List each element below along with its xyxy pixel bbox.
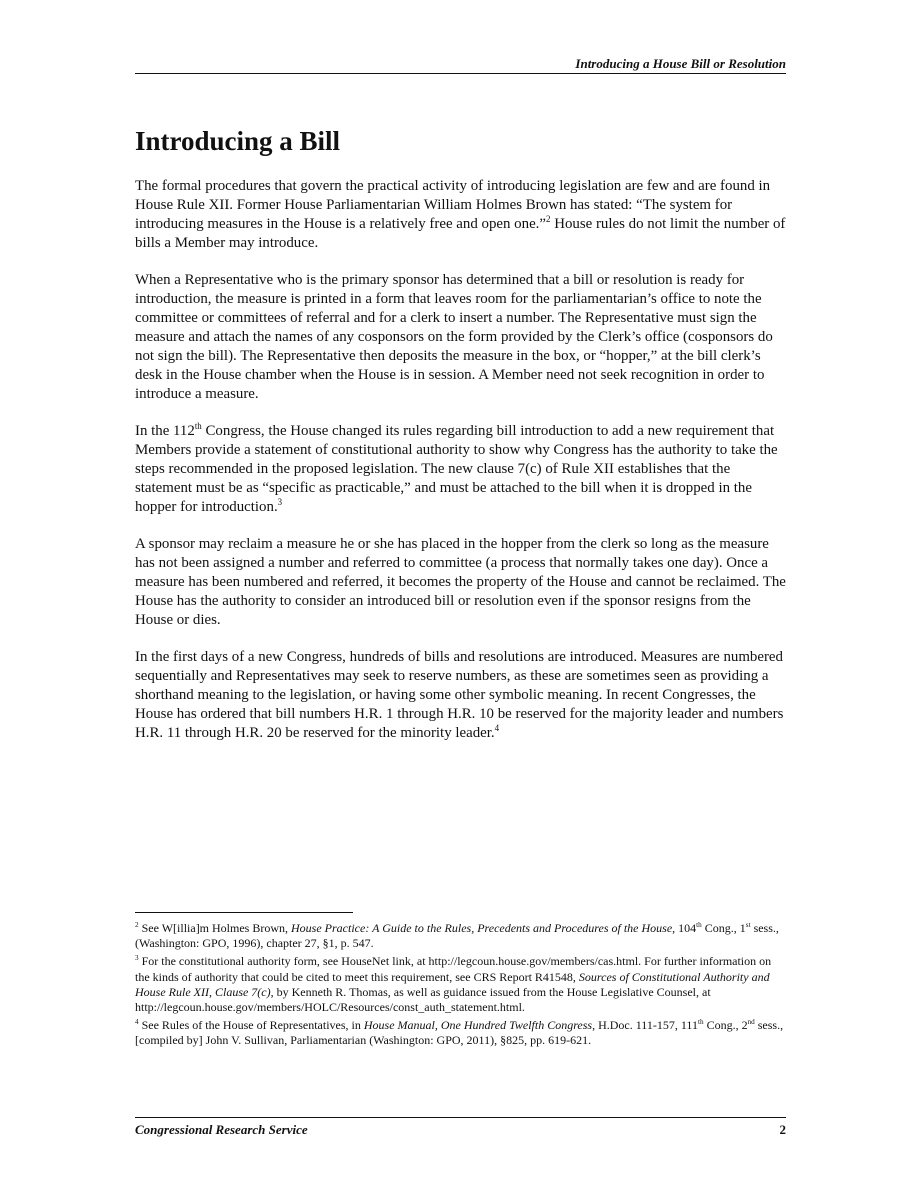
body-text [135, 177, 786, 761]
paragraph-4: A sponsor may reclaim a measure he or she has placed in the hopper from the clerk so long as the measure has not been assigned a number and referred to committee (a process that normally takes one day). Once a measure has been numbered and referred, it becomes the property of the House and cannot be reclaimed. The House has the authority to consider an introduced bill or resolution even if the sponsor resigns from the House or dies. [135, 536, 786, 628]
footnote-ref-4[interactable]: 4 [494, 723, 500, 734]
section-title: Introducing a Bill [135, 126, 341, 156]
paragraph-5: In the first days of a new Congress, hundreds of bills and resolutions are introduced. Measures are numbered sequentially and Representatives may seek to reserve numbers, as these are sometimes seen as providing a shorthand meaning to the legislation, or having some other symbolic meaning. In recent Congresses, the House has ordered that bill numbers H.R. 1 through H.R. 10 be reserved for the majority leader and numbers H.R. 11 through H.R. 20 be reserved for the minority leader.$^4$ [135, 649, 784, 741]
footnotes [135, 921, 786, 1052]
footnote-4: $^4$ See Rules of the House of Representatives, in House Manual, One Hundred Twelfth Congress, H.Doc. 111-157, 111th Cong., 2nd sess., [compiled by] John V. Sullivan, Parliamentarian (Washington: GPO, 2011), §825, pp. 619-621. [135, 1018, 784, 1048]
publisher-name: Congressional Research Service [135, 1122, 308, 1137]
paragraph-1: The formal procedures that govern the practical activity of introducing legislation are few and are found in House Rule XII. Former House Parliamentarian William Holmes Brown has stated: “The system for introducing measures in the House is a relatively free and open one.”$^2$ House rules do not limit the number of bills a Member may introduce. [135, 178, 786, 251]
running-footer [135, 1117, 786, 1138]
page-number: 2 [779, 1122, 786, 1137]
footnote-separator [135, 912, 353, 913]
footnote-2: $^2$ See W[illia]m Holmes Brown, House Practice: A Guide to the Rules, Precedents and Procedures of the House, 104th Cong., 1st sess., (Washington: GPO, 1996), chapter 27, §1, p. 547. [135, 921, 779, 951]
running-header-title: Introducing a House Bill or Resolution [575, 56, 786, 71]
paragraph-3: In the 112th Congress, the House changed its rules regarding bill introduction to add a new requirement that Members provide a statement of constitutional authority to show why Congress has the authority to take the steps recommended in the proposed legislation. The new clause 7(c) of Rule XII establishes that the statement must be as “specific as practicable,” and must be attached to the bill when it is dropped in the hopper for introduction.$^3$ [135, 421, 778, 515]
footnote-ref-2[interactable]: 2 [546, 214, 551, 225]
footnote-ref-3[interactable]: 3 [277, 497, 283, 508]
paragraph-2: When a Representative who is the primary sponsor has determined that a bill or resolution is ready for introduction, the measure is printed in a form that leaves room for the parliamentarian’s office to note the committee or committees of referral and for a clerk to insert a number. The Representative must sign the measure and attach the names of any cosponsors on the form provided by the Clerk’s office (cosponsors do not sign the bill). The Representative then deposits the measure in the box, or “hopper,” at the bill clerk’s desk in the House chamber when the House is in session. A Member need not seek recognition in order to introduce a measure. [135, 272, 773, 402]
footnote-3: $^3$ For the constitutional authority form, see HouseNet link, at http://legcoun.house.gov/members/cas.html. For further information on the kinds of authority that could be cited to meet this requirement, see CRS Report R41548, Sources of Constitutional Authority and House Rule XII, Clause 7(c), by Kenneth R. Thomas, as well as guidance issued from the House Legislative Counsel, at http://legcoun.house.gov/members/HOLC/Resources/const_auth_statement.html. [135, 954, 772, 1015]
running-header [135, 56, 786, 74]
